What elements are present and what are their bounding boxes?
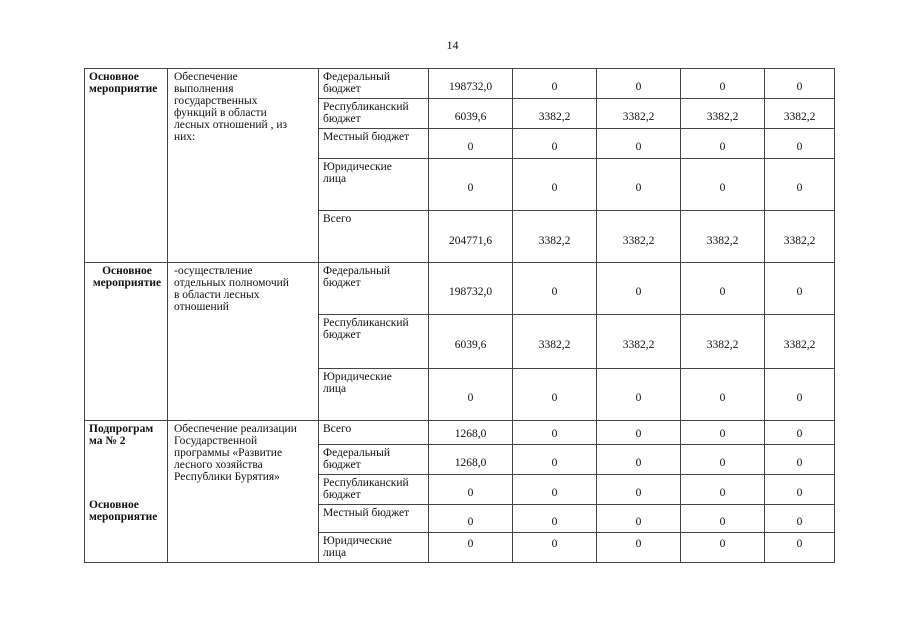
text-line: Республиканский [323,101,409,113]
value-cell [765,475,835,505]
value-text: 0 [635,141,642,153]
funding-source-cell [319,505,429,533]
value-text: 6039,6 [454,339,487,351]
text-line: -осуществление [174,265,253,277]
value-text: 0 [467,141,474,153]
value-cell [681,533,765,563]
value-text: 0 [551,141,558,153]
value-cell [597,69,681,99]
value-cell [597,263,681,315]
text-line: Местный бюджет [323,507,410,519]
value-cell [597,211,681,263]
value-cell [429,315,513,369]
value-cell [429,99,513,129]
table-row [85,69,835,99]
text-line: Федеральный [323,265,390,277]
text-line: государственных [174,95,258,107]
value-cell [429,445,513,475]
value-cell [597,421,681,445]
funding-source-cell [319,99,429,129]
value-text: 0 [467,392,474,404]
value-cell [429,129,513,159]
value-text: 0 [796,182,803,194]
event-type-cell [85,421,168,563]
text-line: Юридические [323,535,392,547]
value-cell [681,159,765,211]
funding-source-cell [319,475,429,505]
value-cell [765,211,835,263]
value-text: 0 [719,516,726,528]
value-cell [681,445,765,475]
text-line: программы «Развитие [174,447,283,459]
text-line: них: [174,131,196,143]
event-description-cell [168,421,319,563]
value-text: 3382,2 [538,235,571,247]
value-cell [765,129,835,159]
value-text: 0 [551,428,558,440]
funding-source-cell [319,445,429,475]
text-line: бюджет [323,329,361,341]
event-description-cell [168,69,319,263]
text-line: выполнения [174,83,234,95]
value-cell [597,129,681,159]
value-text: 0 [796,516,803,528]
text-line: бюджет [323,459,361,471]
value-cell [429,475,513,505]
value-text: 3382,2 [783,111,816,123]
value-cell [513,475,597,505]
value-text: 3382,2 [706,111,739,123]
value-cell [429,263,513,315]
text-line: Обеспечение реализации [174,423,297,435]
value-cell [765,263,835,315]
value-cell [513,211,597,263]
value-text: 0 [719,428,726,440]
text-line: бюджет [323,113,361,125]
funding-source-cell [319,369,429,421]
value-text: 3382,2 [706,235,739,247]
value-text: 0 [635,392,642,404]
text-line: Государственной [174,435,258,447]
value-cell [597,369,681,421]
value-text: 0 [467,182,474,194]
value-cell [513,533,597,563]
funding-source-cell [319,263,429,315]
value-text: 0 [551,392,558,404]
value-cell [513,369,597,421]
value-cell [597,533,681,563]
value-cell [513,129,597,159]
event-type-cell [85,263,168,421]
value-text: 0 [719,182,726,194]
value-cell [597,505,681,533]
value-cell [513,99,597,129]
value-cell [765,69,835,99]
text-line: лица [323,383,347,395]
value-cell [681,475,765,505]
value-cell [597,475,681,505]
value-cell [681,263,765,315]
value-text: 0 [551,457,558,469]
value-text: 198732,0 [448,81,493,93]
text-line: отношений [174,301,229,313]
value-text: 0 [551,182,558,194]
text-line: мероприятие [89,511,158,523]
value-text: 0 [796,286,803,298]
value-cell [765,421,835,445]
value-text: 3382,2 [783,235,816,247]
text-line: Юридические [323,161,392,173]
funding-source-cell [319,159,429,211]
value-text: 0 [551,487,558,499]
value-text: 3382,2 [783,339,816,351]
text-line: в области лесных [174,289,260,301]
value-text: 0 [635,286,642,298]
value-text: 0 [551,286,558,298]
value-text: 0 [635,538,642,550]
text-line: Основное [102,265,152,277]
value-text: 0 [467,538,474,550]
value-cell [513,315,597,369]
value-cell [429,159,513,211]
text-line: Всего [323,213,352,225]
funding-source-cell [319,421,429,445]
text-line: функций в области [174,107,267,119]
value-cell [765,159,835,211]
value-cell [513,505,597,533]
text-line: Федеральный [323,447,390,459]
text-line: Обеспечение [174,71,238,83]
value-text: 3382,2 [622,339,655,351]
value-cell [681,69,765,99]
budget-table [84,68,835,563]
value-text: 0 [635,428,642,440]
table-row [85,263,835,315]
funding-source-cell [319,533,429,563]
value-text: 0 [796,81,803,93]
value-text: 3382,2 [706,339,739,351]
value-text: 0 [467,487,474,499]
value-text: 0 [635,487,642,499]
value-text: 0 [551,538,558,550]
value-text: 0 [635,81,642,93]
value-text: 0 [551,516,558,528]
value-cell [513,263,597,315]
value-cell [681,369,765,421]
value-cell [765,445,835,475]
text-line: Республиканский [323,477,409,489]
funding-source-cell [319,129,429,159]
value-cell [681,211,765,263]
value-text: 3382,2 [538,339,571,351]
text-line: мероприятие [92,277,162,289]
text-line: Местный бюджет [323,131,410,143]
page-number: 14 [446,38,459,52]
text-line: лесного хозяйства [174,459,263,471]
text-line: лесных отношений , из [174,119,288,131]
value-text: 0 [719,538,726,550]
value-text: 0 [796,141,803,153]
value-text: 3382,2 [622,235,655,247]
text-line: Федеральный [323,71,390,83]
value-cell [429,69,513,99]
value-text: 1268,0 [454,457,487,469]
value-text: 0 [467,516,474,528]
text-line: бюджет [323,277,361,289]
value-cell [765,99,835,129]
value-text: 6039,6 [454,111,487,123]
value-cell [597,445,681,475]
text-line: Основное [89,71,139,83]
value-cell [429,505,513,533]
value-text: 0 [796,392,803,404]
value-text: 0 [719,141,726,153]
value-text: 3382,2 [538,111,571,123]
text-line: лица [323,547,347,559]
value-text: 0 [635,457,642,469]
value-text: 0 [635,516,642,528]
text-line: Республиканский [323,317,409,329]
value-cell [429,421,513,445]
table-row [85,421,835,445]
value-cell [429,533,513,563]
value-text: 0 [635,182,642,194]
value-text: 0 [719,457,726,469]
value-text: 204771,6 [448,235,493,247]
value-cell [513,421,597,445]
value-cell [597,315,681,369]
value-cell [597,99,681,129]
text-line: Юридические [323,371,392,383]
text-line: бюджет [323,489,361,501]
value-cell [681,99,765,129]
value-cell [681,505,765,533]
value-cell [597,159,681,211]
value-cell [765,505,835,533]
text-line: лица [323,173,347,185]
text-line: мероприятие [89,83,158,95]
value-text: 198732,0 [448,286,493,298]
value-text: 0 [551,81,558,93]
event-description-cell [168,263,319,421]
value-text: 0 [796,487,803,499]
value-cell [513,159,597,211]
value-cell [429,211,513,263]
funding-source-cell [319,69,429,99]
value-cell [765,533,835,563]
funding-source-cell [319,211,429,263]
value-text: 0 [719,286,726,298]
value-text: 3382,2 [622,111,655,123]
text-line: Республики Бурятия» [174,471,280,483]
value-cell [681,129,765,159]
text-line: отдельных полномочий [174,277,289,289]
value-text: 0 [796,538,803,550]
value-cell [513,445,597,475]
value-text: 0 [796,457,803,469]
text-line: Основное [89,499,139,511]
value-cell [513,69,597,99]
value-cell [765,369,835,421]
value-cell [765,315,835,369]
funding-source-cell [319,315,429,369]
value-text: 0 [719,392,726,404]
value-cell [429,369,513,421]
text-line: Всего [323,423,352,435]
value-text: 0 [719,81,726,93]
text-line: ма № 2 [89,435,126,447]
value-cell [681,421,765,445]
event-type-cell [85,69,168,263]
value-text: 0 [719,487,726,499]
text-line: Подпрограм [89,423,154,435]
value-cell [681,315,765,369]
text-line: бюджет [323,83,361,95]
value-text: 0 [796,428,803,440]
value-text: 1268,0 [454,428,487,440]
